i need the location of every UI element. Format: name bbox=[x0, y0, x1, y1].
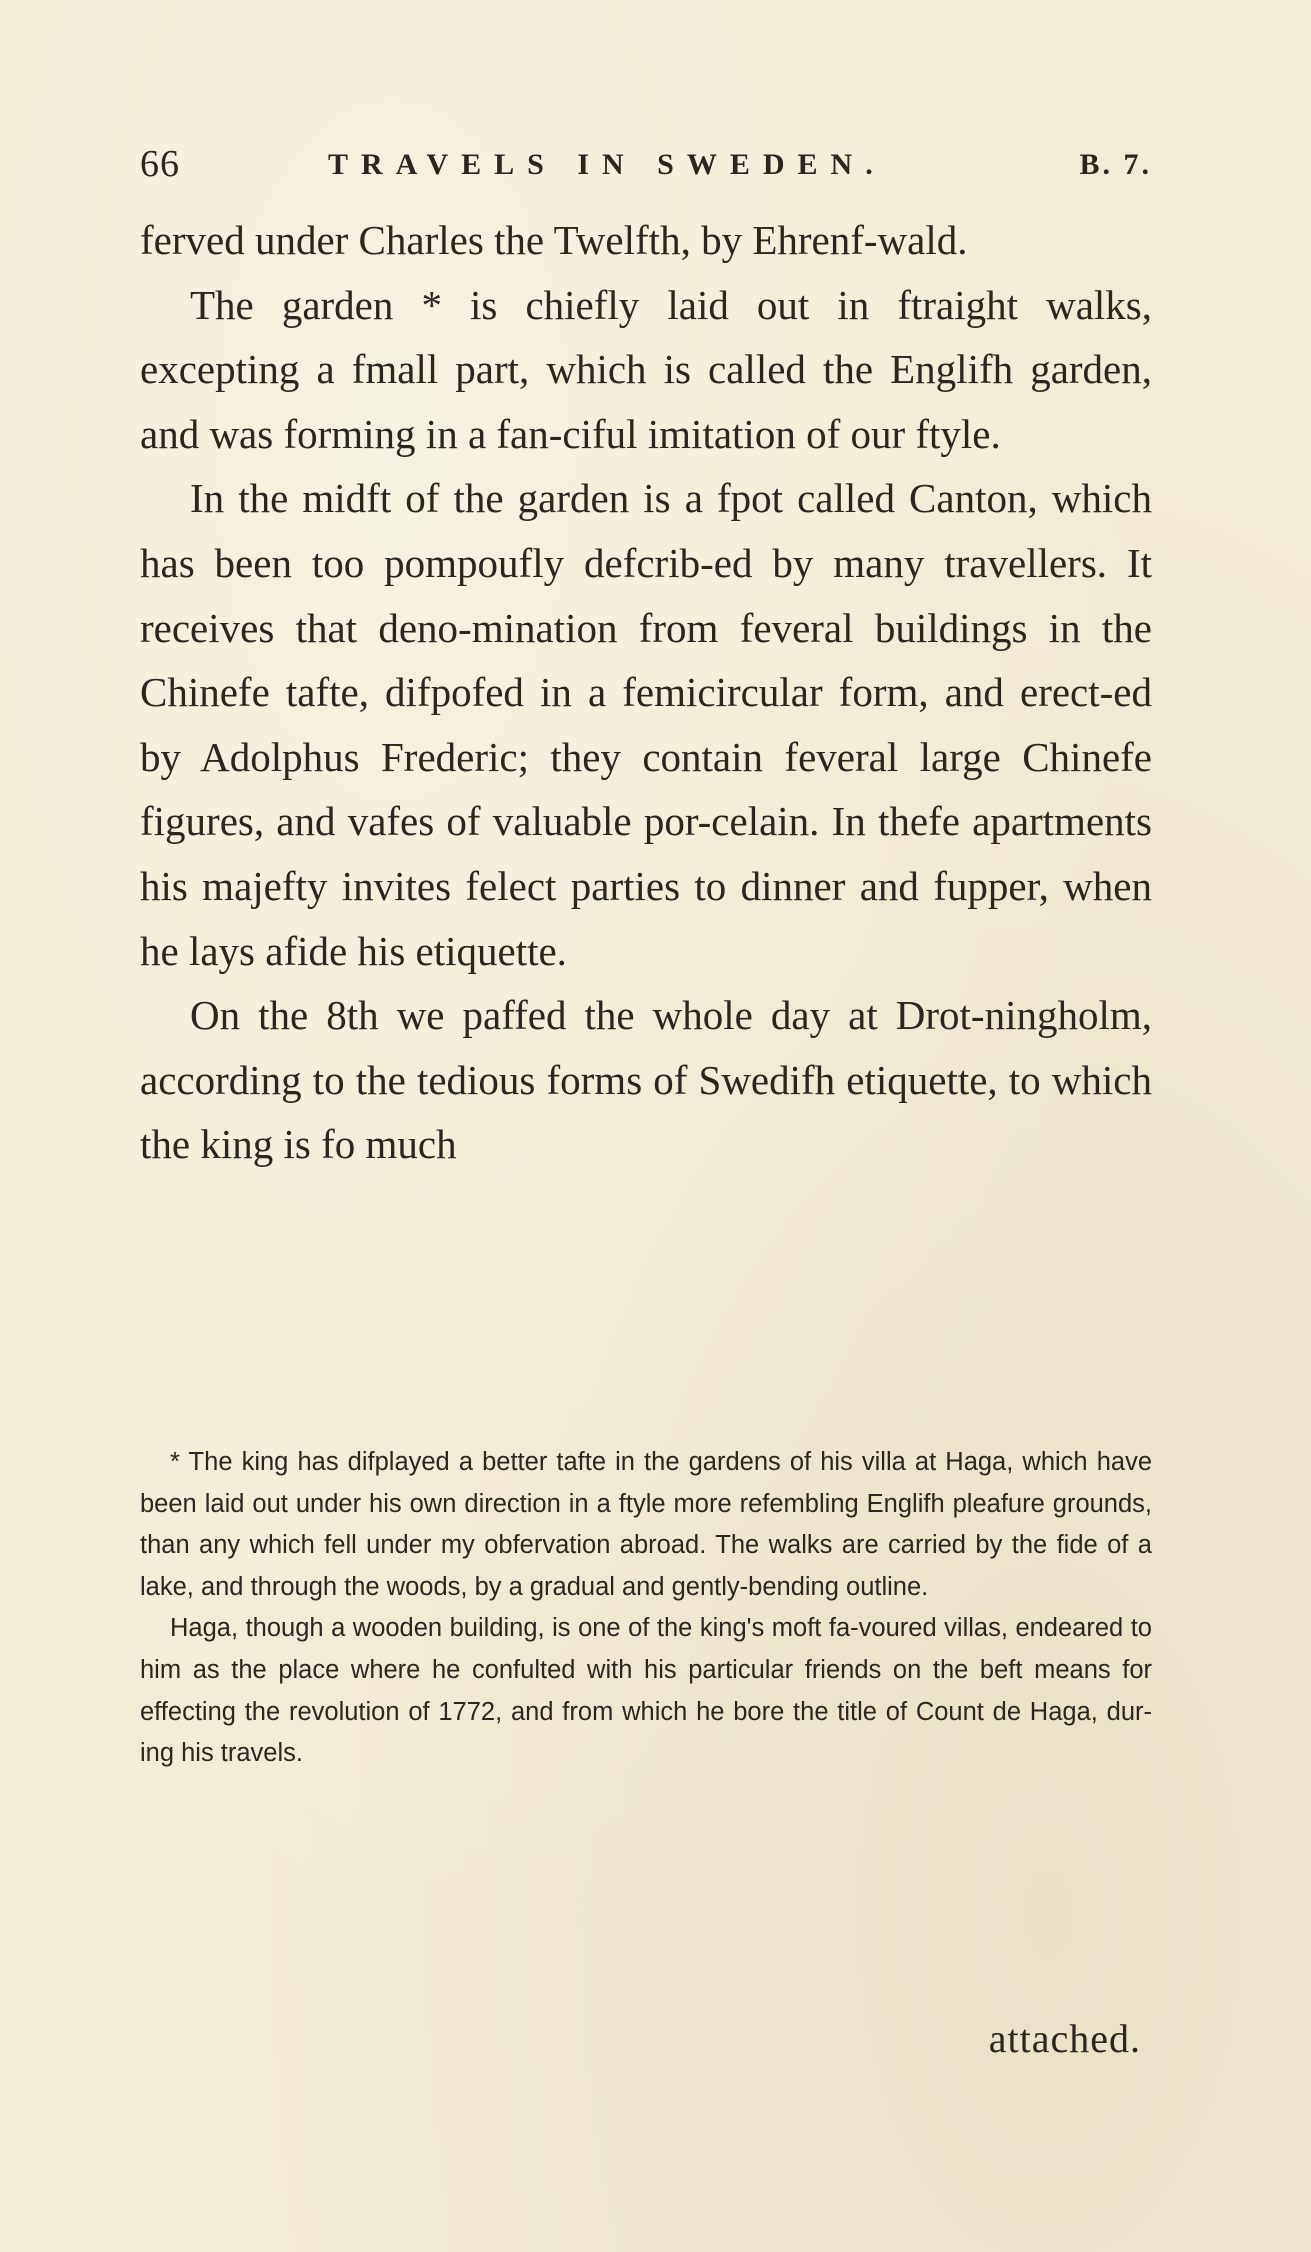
footnotes bbox=[140, 1442, 1152, 1775]
catchword: attached. bbox=[988, 2016, 1141, 2061]
paragraph-canton: In the midft of the garden is a fpot called Canton, which has been too pompoufly defcrib-ed by many travellers. It receives that deno-mination from feveral buildings in the Chinefe tafte, difpofed in a femicircular form, and erect-ed by Adolphus Frederic; they contain feveral large Chinefe figures, and vafes of valuable por-celain. In thefe apartments his majefty invites felect parties to dinner and fupper, when he lays afide his etiquette. bbox=[140, 475, 1152, 974]
running-title: TRAVELS IN SWEDEN. bbox=[328, 148, 886, 181]
main-text bbox=[140, 208, 1152, 1177]
running-header bbox=[140, 142, 1152, 192]
footnote-haga-gardens: * The king has difplayed a better tafte in the gardens of his villa at Haga, which have been laid out under his own direction in a ftyle more refembling Englifh pleafure grounds, than any which fell under my obfervation abroad. The walks are carried by the fide of a lake, and through the woods, by a gradual and gently-bending outline. bbox=[140, 1448, 1152, 1601]
paragraph-drottningholm: On the 8th we paffed the whole day at Drot-ningholm, according to the tedious forms of Swedifh etiquette, to which the king is fo much bbox=[140, 992, 1152, 1168]
paragraph-continued: ferved under Charles the Twelfth, by Ehrenf-wald. bbox=[140, 217, 968, 263]
footnote-haga-villa: Haga, though a wooden building, is one of the king's moft fa-voured villas, endeared to him as the place where he confulted with his particular friends on the beft means for effecting the revolution of 1772, and from which he bore the title of Count de Haga, dur-ing his travels. bbox=[140, 1614, 1152, 1768]
page-number: 66 bbox=[140, 143, 180, 185]
section-mark: B. 7. bbox=[1079, 148, 1152, 181]
paragraph-garden: The garden * is chiefly laid out in ftraight walks, excepting a fmall part, which is called the Englifh garden, and was forming in a fan-ciful imitation of our ftyle. bbox=[140, 281, 1152, 457]
